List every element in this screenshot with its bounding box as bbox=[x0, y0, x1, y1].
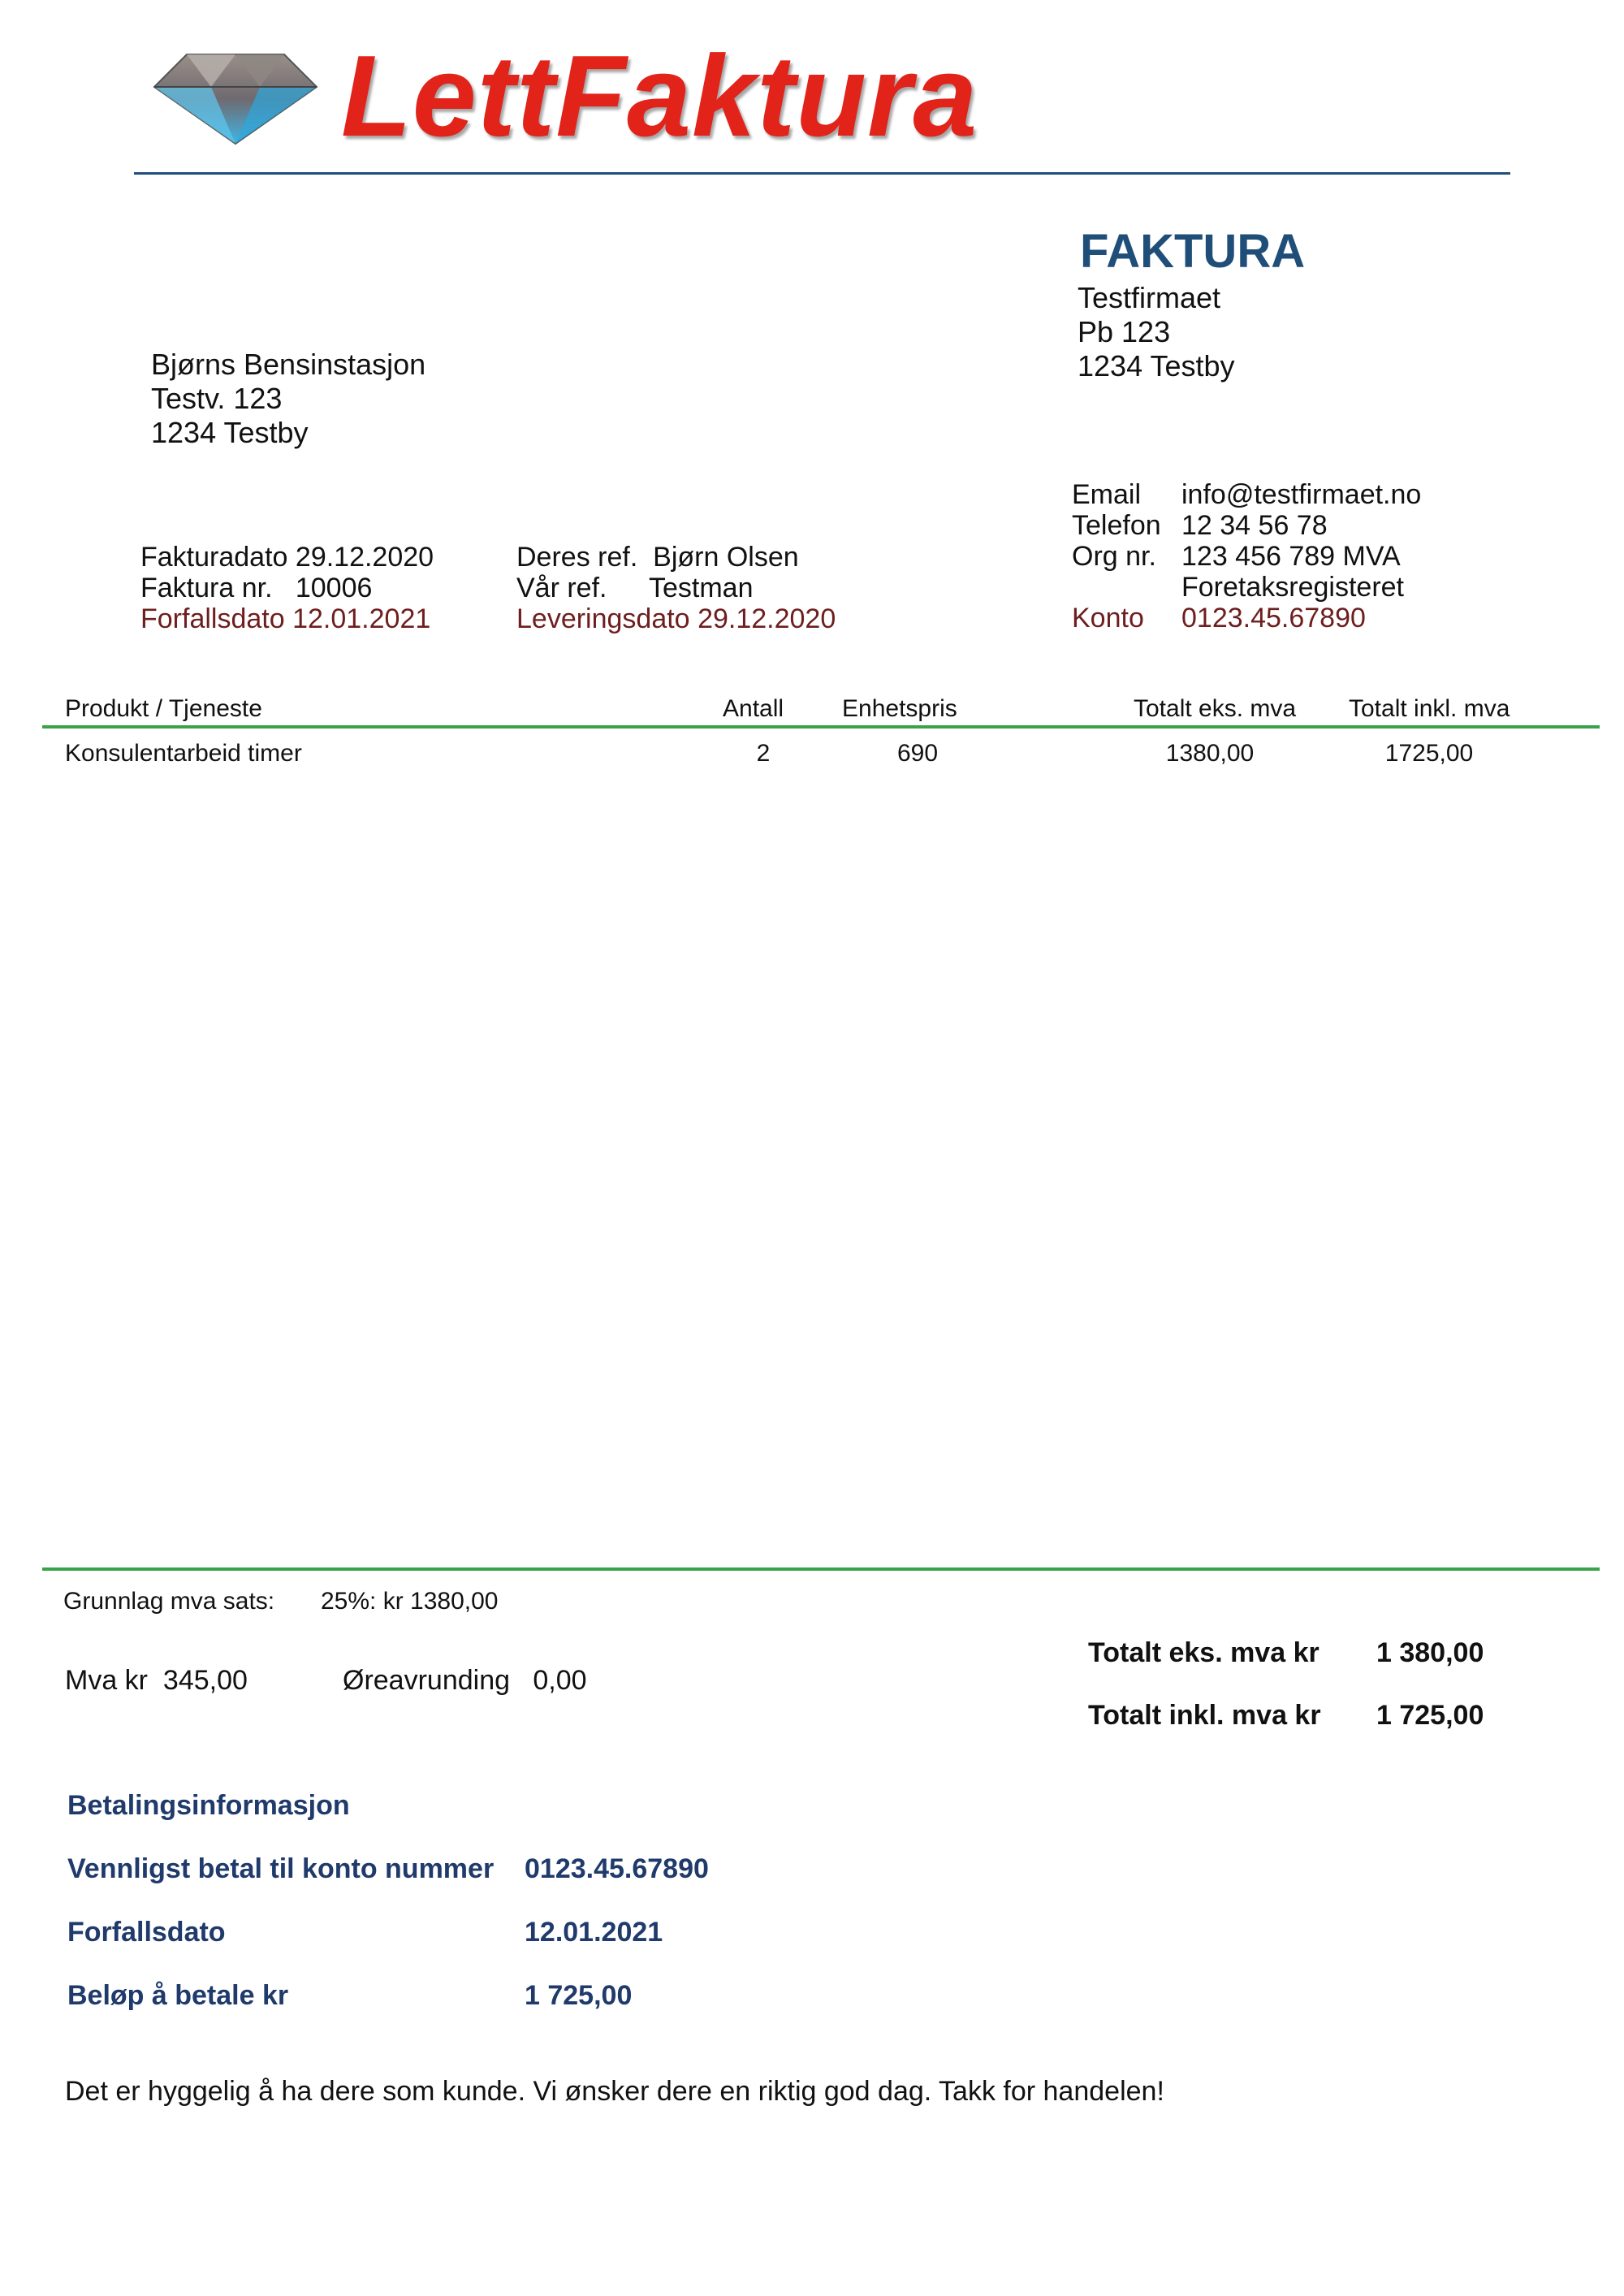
contact-info bbox=[1072, 479, 1421, 633]
delivery-date-label: Leveringsdato bbox=[516, 603, 690, 634]
invoice-no-label: Faktura nr. bbox=[140, 573, 273, 603]
invoice-no: 10006 bbox=[295, 573, 373, 603]
header-total-inc: Totalt inkl. mva bbox=[1349, 695, 1510, 722]
vat-basis bbox=[63, 1588, 498, 1615]
row-unit-price: 690 bbox=[896, 740, 939, 767]
invoice-date-label: Fakturadato bbox=[140, 542, 288, 573]
total-inc bbox=[1088, 1700, 1484, 1731]
payment-account-row bbox=[67, 1853, 709, 1885]
vat-label: Mva kr bbox=[65, 1665, 148, 1696]
payment-due-label: Forfallsdato bbox=[67, 1917, 226, 1948]
vat-value: 345,00 bbox=[162, 1665, 248, 1696]
table-header-divider bbox=[42, 725, 1600, 729]
total-inc-value: 1 725,00 bbox=[1376, 1700, 1484, 1731]
invoice-info bbox=[140, 542, 434, 634]
row-total-inc: 1725,00 bbox=[1384, 740, 1474, 767]
due-date: 12.01.2021 bbox=[292, 603, 431, 634]
their-ref: Bjørn Olsen bbox=[653, 542, 799, 573]
payment-due-row bbox=[67, 1917, 663, 1948]
header-total-ex: Totalt eks. mva bbox=[1134, 695, 1297, 722]
table-row bbox=[0, 740, 1624, 772]
payment-account-label: Vennligst betal til konto nummer bbox=[67, 1853, 495, 1884]
payment-account-value: 0123.45.67890 bbox=[525, 1853, 709, 1884]
total-ex bbox=[1088, 1637, 1484, 1668]
org-value: 123 456 789 MVA bbox=[1181, 541, 1401, 572]
payment-heading: Betalingsinformasjon bbox=[67, 1790, 350, 1821]
footer-message: Det er hyggelig å ha dere som kunde. Vi ønsker dere en riktig god dag. Takk for handelen! bbox=[65, 2076, 1164, 2107]
seller-address-line1: Pb 123 bbox=[1078, 315, 1171, 348]
logo bbox=[146, 42, 325, 148]
diamond-icon bbox=[146, 42, 325, 148]
account-label: Konto bbox=[1072, 603, 1144, 633]
header-product: Produkt / Tjeneste bbox=[65, 695, 262, 722]
payment-due-value: 12.01.2021 bbox=[525, 1917, 663, 1948]
row-qty: 2 bbox=[756, 740, 771, 767]
invoice-date: 29.12.2020 bbox=[295, 542, 434, 573]
vat-basis-label: Grunnlag mva sats: bbox=[63, 1588, 275, 1615]
row-product: Konsulentarbeid timer bbox=[65, 740, 302, 767]
payment-amount-value: 1 725,00 bbox=[525, 1980, 633, 2011]
total-ex-label: Totalt eks. mva kr bbox=[1088, 1637, 1320, 1668]
seller-address bbox=[1078, 281, 1234, 383]
total-ex-value: 1 380,00 bbox=[1376, 1637, 1484, 1668]
account-value: 0123.45.67890 bbox=[1181, 603, 1366, 633]
phone-value: 12 34 56 78 bbox=[1181, 510, 1328, 541]
logo-text: LettFaktura bbox=[341, 32, 978, 161]
header-qty: Antall bbox=[723, 695, 784, 722]
our-ref: Testman bbox=[649, 573, 754, 603]
phone-label: Telefon bbox=[1072, 510, 1161, 541]
payment-amount-label: Beløp å betale kr bbox=[67, 1980, 289, 2011]
rounding bbox=[343, 1665, 587, 1696]
rounding-label: Øreavrunding bbox=[343, 1665, 511, 1696]
delivery-date: 29.12.2020 bbox=[698, 603, 836, 634]
payment-amount-row bbox=[67, 1980, 632, 2012]
document-title: FAKTURA bbox=[1080, 225, 1306, 278]
register-value: Foretaksregisteret bbox=[1181, 572, 1404, 603]
email-label: Email bbox=[1072, 479, 1142, 510]
vat-amount bbox=[65, 1665, 248, 1696]
vat-basis-value: 25%: kr 1380,00 bbox=[321, 1588, 499, 1615]
seller-address-line2: 1234 Testby bbox=[1078, 349, 1235, 383]
customer-address-line2: 1234 Testby bbox=[151, 416, 309, 449]
total-inc-label: Totalt inkl. mva kr bbox=[1088, 1700, 1321, 1731]
rounding-value: 0,00 bbox=[533, 1665, 587, 1696]
table-header bbox=[0, 695, 1624, 728]
header-unit-price: Enhetspris bbox=[842, 695, 957, 722]
summary-divider bbox=[42, 1567, 1600, 1571]
customer-address bbox=[151, 348, 425, 450]
due-date-label: Forfallsdato bbox=[140, 603, 285, 634]
seller-name: Testfirmaet bbox=[1078, 281, 1221, 314]
org-label: Org nr. bbox=[1072, 541, 1156, 572]
their-ref-label: Deres ref. bbox=[516, 542, 638, 573]
references bbox=[516, 542, 836, 634]
customer-name: Bjørns Bensinstasjon bbox=[151, 348, 426, 381]
header-divider bbox=[134, 172, 1510, 175]
email-value: info@testfirmaet.no bbox=[1181, 479, 1422, 510]
our-ref-label: Vår ref. bbox=[516, 573, 607, 603]
row-total-ex: 1380,00 bbox=[1165, 740, 1255, 767]
customer-address-line1: Testv. 123 bbox=[151, 382, 283, 415]
